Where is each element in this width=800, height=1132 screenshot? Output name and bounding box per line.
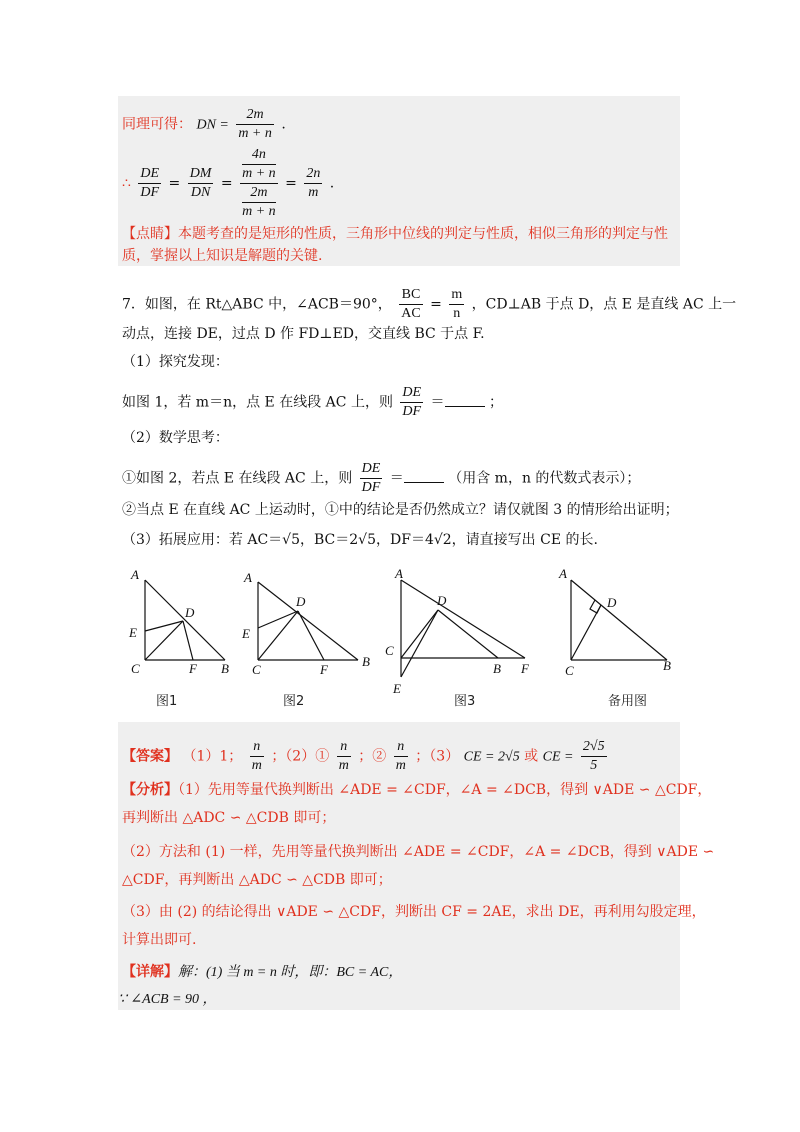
fig3-label-a: A [395,566,403,581]
fig2-label-c: C [252,662,261,677]
part1-title: （1）探究发现： [122,354,229,370]
fig1-label-c: C [131,661,140,676]
fig4-label-d: D [607,595,617,610]
answer-line: 【答案】 （1）1； $\frac{n}{m}$ ；（2）① $\frac{n}{m}$ ；② $\frac{n}{m}$ ；（3） CE = 2√5 或 CE = $\frac{2√5}{5}$ [122,739,605,773]
fig2-label-e: E [242,626,250,641]
fig1-label-f: F [189,661,197,676]
comment-line-1: 【点睛】本题考查的是矩形的性质，三角形中位线的判定与性质，相似三角形的判定与性 [122,226,668,242]
fig1-caption: 图1 [156,694,178,709]
fig1-label-b: B [221,661,229,676]
fig2-caption: 图2 [283,694,305,709]
fig2-label-b: B [362,654,370,669]
comment-line-2: 质，掌握以上知识是解题的关键. [122,248,323,264]
part1-text: 如图 1，若 m＝n，点 E 在线段 AC 上，则 $\frac{DE}{DF}$ ＝ ； [122,385,503,419]
fig4-caption: 备用图 [608,694,648,709]
analysis-line-1: 【分析】（1）先用等量代换判断出 ∠ADE = ∠CDF，∠A = ∠DCB，得到 ∨ADE ∽ △CDF， [122,782,712,798]
fig1-label-a: A [131,567,139,582]
fig3-label-f: F [521,661,529,676]
fig1-label-d: D [185,605,195,620]
detail-line-2: ∵ ∠ACB = 90 ， [118,992,217,1007]
question-line-2: 动点，连接 DE，过点 D 作 FD⊥ED，交直线 BC 于点 F. [122,326,485,342]
fig3-label-c: C [385,643,394,658]
fig3-label-e: E [393,681,401,696]
solution-line-dn: 同理可得： DN = $\frac{2m}{m + n}$ . [122,107,286,141]
figure-1 [125,565,235,680]
fig4-label-b: B [663,658,671,673]
part2a-text: ①如图 2，若点 E 在线段 AC 上，则 $\frac{DE}{DF}$ ＝ （用含 m，n 的代数式表示）； [122,461,641,495]
fig2-label-d: D [296,594,306,609]
analysis-line-4: △CDF，再判断出 △ADC ∽ △CDB 即可； [122,872,392,888]
analysis-line-3: （2）方法和 (1) 一样，先用等量代换判断出 ∠ADE = ∠CDF，∠A = ∠DCB，得到 ∨ADE ∽ [122,844,715,860]
fig2-label-a: A [244,570,252,585]
analysis-line-5: （3）由 (2) 的结论得出 ∨ADE ∽ △CDF，判断出 CF = 2AE，求出 DE，再利用勾股定理， [122,904,706,920]
analysis-line-2: 再判断出 △ADC ∽ △CDB 即可； [122,810,336,826]
fig4-label-a: A [559,566,567,581]
answer-blank-1 [445,392,485,407]
solution-line-ratio: ∴ $\frac{DE}{DF}$ = $\frac{DM}{DN}$ = 4n m + n 2m m + n = $\frac{2n}{m}$ . [122,147,335,219]
question-line-1: 7．如图，在 Rt△ABC 中，∠ACB＝90°， $\frac{BC}{AC}$ = $\frac{m}{n}$ ，CD⊥AB 于点 D，点 E 是直线 AC 上一 [122,287,737,321]
fig2-label-f: F [320,662,328,677]
fig1-label-e: E [129,625,137,640]
fig4-label-c: C [565,663,574,678]
answer-blank-2 [404,468,444,483]
part2b-text: ②当点 E 在直线 AC 上运动时，①中的结论是否仍然成立？请仅就图 3 的情形给出证明； [122,502,679,518]
figure-3 [385,565,535,700]
analysis-line-6: 计算出即可. [122,932,197,948]
part2-title: （2）数学思考： [122,430,229,446]
detail-line-1: 【详解】解：(1) 当 m = n 时，即：BC = AC， [122,964,403,980]
part3-text: （3）拓展应用：若 AC＝√5，BC＝2√5，DF＝4√2，请直接写出 CE 的长. [122,532,598,548]
fig3-caption: 图3 [454,694,476,709]
figure-2 [240,570,375,680]
fig3-label-b: B [493,661,501,676]
fig3-label-d: D [437,593,447,608]
figure-spare [555,565,680,680]
